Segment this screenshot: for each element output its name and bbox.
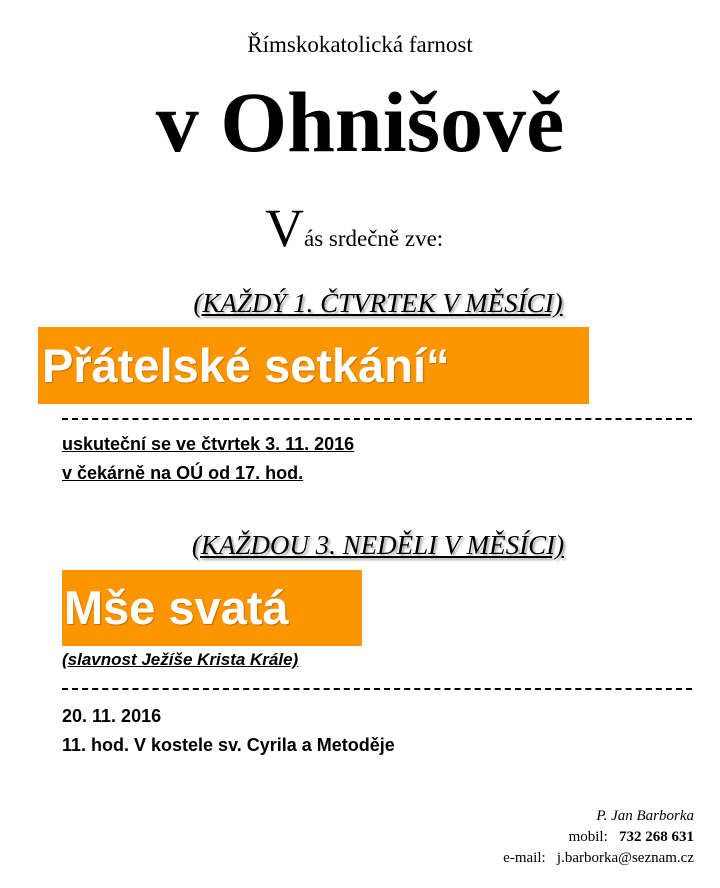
invitation-initial: V — [265, 198, 304, 258]
signature-name: P. Jan Barborka — [596, 808, 694, 824]
page-title: v Ohnišově — [155, 74, 565, 170]
divider-dashed — [62, 418, 692, 420]
event1-date-line: uskuteční se ve čtvrtek 3. 11. 2016 — [62, 434, 355, 454]
event2-title: Mše svatá — [62, 570, 362, 646]
event1-title: Přátelské setkání“ — [38, 327, 589, 404]
email-label: e-mail: — [503, 850, 546, 866]
invitation-text: ás srdečně zve: — [304, 226, 444, 251]
event2-date: 20. 11. 2016 — [62, 706, 162, 726]
mobile-number: 732 268 631 — [619, 829, 694, 845]
event2-place: 11. hod. V kostele sv. Cyrila a Metoděje — [62, 735, 395, 755]
divider-dashed — [62, 688, 692, 690]
parish-subtitle: Římskokatolická farnost — [247, 32, 473, 57]
event1-place-line: v čekárně na OÚ od 17. hod. — [62, 463, 304, 483]
signature-email — [503, 850, 694, 867]
event2-note: (slavnost Ježíše Krista Krále) — [62, 650, 299, 669]
event1-frequency: (KAŽDÝ 1. ČTVRTEK V MĚSÍCI) — [193, 288, 563, 318]
email-address: j.barborka@seznam.cz — [556, 850, 694, 866]
invitation-line — [265, 200, 443, 267]
signature-mobile — [569, 829, 694, 846]
mobile-label: mobil: — [568, 829, 608, 845]
event2-frequency: (KAŽDOU 3. NEDĚLI V MĚSÍCI) — [191, 530, 565, 560]
